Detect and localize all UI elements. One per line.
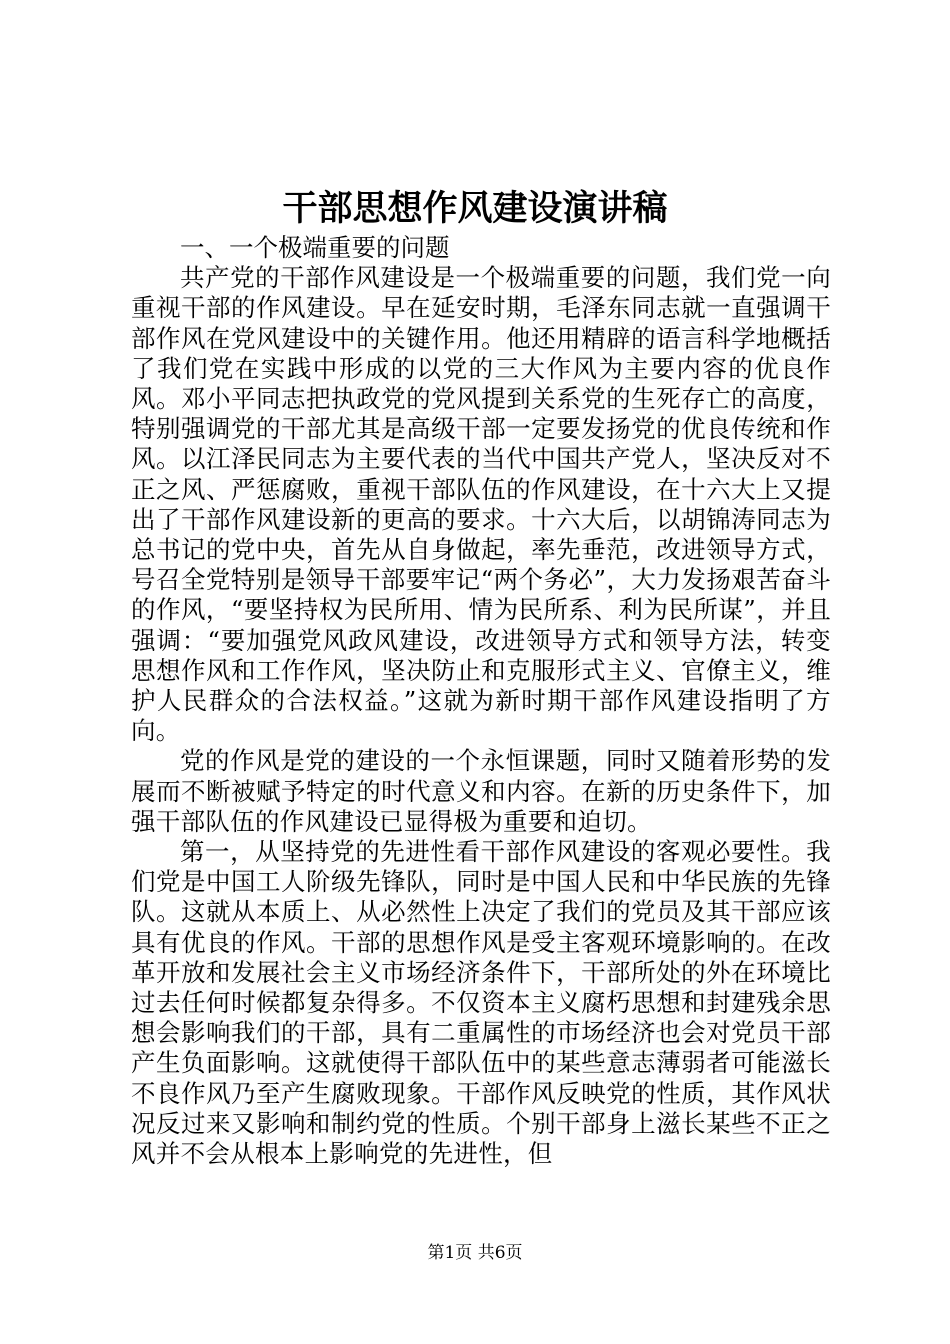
document-title: 干部思想作风建设演讲稿 <box>282 188 668 229</box>
section-heading: 一、一个极端重要的问题 <box>180 233 450 262</box>
paragraph-1: 共产党的干部作风建设是一个极端重要的问题，我们党一向重视干部的作风建设。早在延安时期，毛泽东同志就一直强调干部作风在党风建设中的关键作用。他还用精辟的语言科学地概括了我们党在实践中形成的以党的三大作风为主要内容的优良作风。邓小平同志把执政党的党风提到关系党的生死存亡的高度，特别强调党的干部尤其是高级干部一定要发扬党的优良传统和作风。以江泽民同志为主要代表的当代中国共产党人，坚决反对不正之风、严惩腐败，重视干部队伍的作风建设，在十六大上又提出了干部作风建设新的更高的要求。十六大后，以胡锦涛同志为总书记的党中央，首先从自身做起，率先垂范，改进领导方式，号召全党特别是领导干部要牢记“两个务必”，大力发扬艰苦奋斗的作风，“要坚持权为民所用、情为民所系、利为民所谋”，并且强调：“要加强党风政风建设，改进领导方式和领导方法，转变思想作风和工作作风，坚决防止和克服形式主义、官僚主义，维护人民群众的合法权益。”这就为新时期干部作风建设指明了方向。 <box>131 263 831 746</box>
document-body <box>131 233 831 1169</box>
paragraph-3: 第一，从坚持党的先进性看干部作风建设的客观必要性。我们党是中国工人阶级先锋队，同时是中国人民和中华民族的先锋队。这就从本质上、从必然性上决定了我们的党员及其干部应该具有优良的作风。干部的思想作风是受主客观环境影响的。在改革开放和发展社会主义市场经济条件下，干部所处的外在环境比过去任何时候都复杂得多。不仅资本主义腐朽思想和封建残余思想会影响我们的干部，具有二重属性的市场经济也会对党员干部产生负面影响。这就使得干部队伍中的某些意志薄弱者可能滋长不良作风乃至产生腐败现象。干部作风反映党的性质，其作风状况反过来又影响和制约党的性质。个别干部身上滋长某些不正之风并不会从根本上影响党的先进性，但 <box>131 837 831 1169</box>
paragraph-2: 党的作风是党的建设的一个永恒课题，同时又随着形势的发展而不断被赋予特定的时代意义和内容。在新的历史条件下，加强干部队伍的作风建设已显得极为重要和迫切。 <box>131 746 831 836</box>
page-footer: 第1页 共6页 <box>427 1243 523 1263</box>
